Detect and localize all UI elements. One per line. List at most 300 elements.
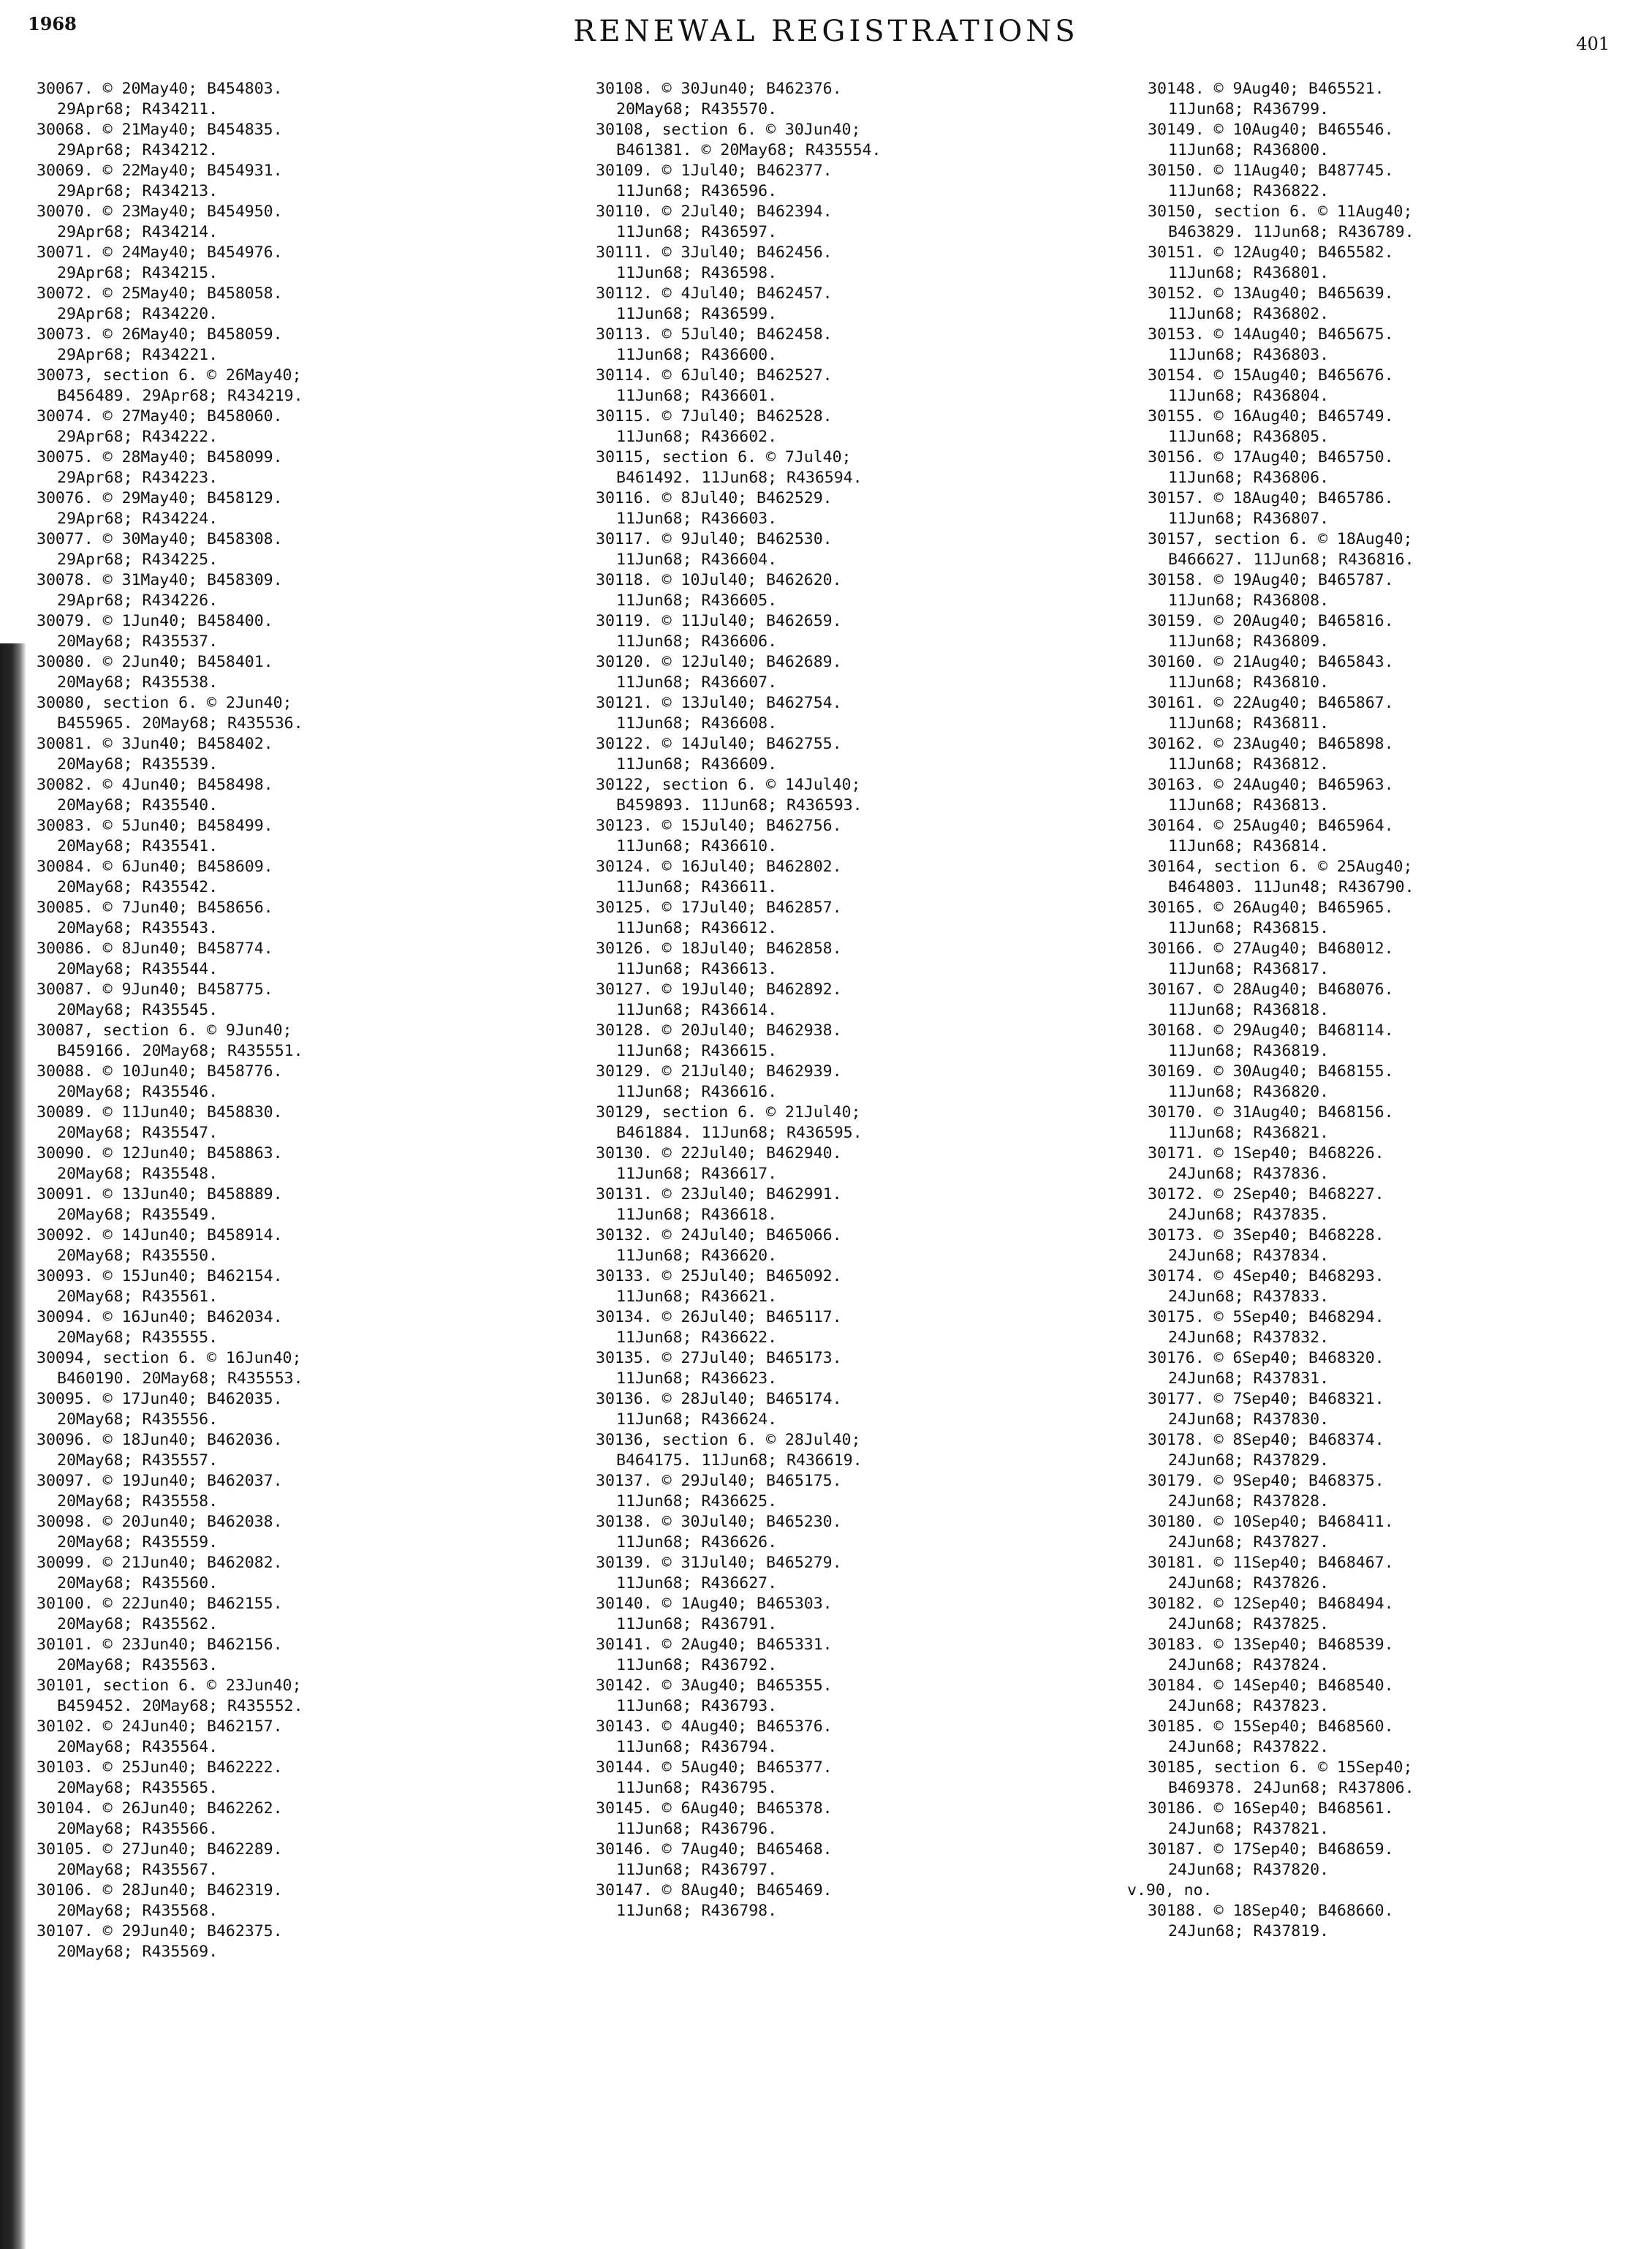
entry-number-line: 30162. © 23Aug40; B465898. bbox=[1148, 735, 1394, 753]
registration-entry bbox=[37, 652, 548, 693]
entry-number-line: 30092. © 14Jun40; B458914. bbox=[37, 1226, 283, 1244]
entry-number-line: 30177. © 7Sep40; B468321. bbox=[1148, 1390, 1384, 1408]
entry-continuation-line: B456489. 29Apr68; R434219. bbox=[57, 387, 303, 405]
entry-continuation-line: 11Jun68; R436812. bbox=[1168, 755, 1330, 774]
entry-continuation-line: 11Jun68; R436818. bbox=[1168, 1001, 1330, 1019]
registration-entry bbox=[1148, 611, 1652, 652]
entry-continuation-line: 11Jun68; R436793. bbox=[616, 1697, 778, 1715]
entry-continuation-line: 24Jun68; R437823. bbox=[1168, 1697, 1330, 1715]
entry-continuation-line: 11Jun68; R436794. bbox=[616, 1738, 778, 1756]
entry-continuation-line: 24Jun68; R437822. bbox=[1168, 1738, 1330, 1756]
registration-entry bbox=[596, 816, 1107, 857]
entry-number-line: 30150. © 11Aug40; B487745. bbox=[1148, 162, 1394, 180]
registration-entry bbox=[1148, 1184, 1652, 1225]
entry-continuation-line: 11Jun68; R436791. bbox=[616, 1615, 778, 1633]
entry-number-line: 30182. © 12Sep40; B468494. bbox=[1148, 1595, 1394, 1613]
entry-continuation-line: 29Apr68; R434223. bbox=[57, 469, 219, 487]
entry-number-line: 30080, section 6. © 2Jun40; bbox=[37, 694, 292, 712]
registration-entry bbox=[1148, 1225, 1652, 1266]
entry-number-line: 30084. © 6Jun40; B458609. bbox=[37, 858, 273, 876]
entry-number-line: 30073, section 6. © 26May40; bbox=[37, 366, 302, 385]
entry-number-line: 30085. © 7Jun40; B458656. bbox=[37, 899, 273, 917]
entry-number-line: 30139. © 31Jul40; B465279. bbox=[596, 1554, 842, 1572]
entry-number-line: 30173. © 3Sep40; B468228. bbox=[1148, 1226, 1384, 1244]
entry-continuation-line: 11Jun68; R436609. bbox=[616, 755, 778, 774]
entry-continuation-line: 11Jun68; R436809. bbox=[1168, 632, 1330, 651]
entry-continuation-line: 11Jun68; R436617. bbox=[616, 1165, 778, 1183]
entry-number-line: 30171. © 1Sep40; B468226. bbox=[1148, 1144, 1384, 1163]
registration-entry bbox=[37, 1389, 548, 1430]
registration-entry bbox=[596, 1430, 1107, 1471]
entry-continuation-line: 20May68; R435565. bbox=[57, 1779, 219, 1797]
entry-number-line: 30180. © 10Sep40; B468411. bbox=[1148, 1513, 1394, 1531]
entry-continuation-line: 11Jun68; R436802. bbox=[1168, 305, 1330, 323]
entry-continuation-line: 11Jun68; R436616. bbox=[616, 1083, 778, 1101]
entry-number-line: 30135. © 27Jul40; B465173. bbox=[596, 1349, 842, 1367]
entry-number-line: 30089. © 11Jun40; B458830. bbox=[37, 1103, 283, 1122]
entry-number-line: 30147. © 8Aug40; B465469. bbox=[596, 1881, 833, 1900]
entry-number-line: 30129. © 21Jul40; B462939. bbox=[596, 1062, 842, 1081]
registration-entry bbox=[596, 79, 1107, 120]
registration-entry bbox=[1148, 1144, 1652, 1184]
entry-number-line: 30129, section 6. © 21Jul40; bbox=[596, 1103, 861, 1122]
entry-continuation-line: 24Jun68; R437819. bbox=[1168, 1922, 1330, 1940]
entry-number-line: 30144. © 5Aug40; B465377. bbox=[596, 1758, 833, 1777]
entry-number-line: 30103. © 25Jun40; B462222. bbox=[37, 1758, 283, 1777]
registration-entry bbox=[596, 1144, 1107, 1184]
registration-entry bbox=[37, 898, 548, 939]
entry-continuation-line: 29Apr68; R434212. bbox=[57, 141, 219, 159]
registration-entry bbox=[1148, 898, 1652, 939]
entry-number-line: 30115, section 6. © 7Jul40; bbox=[596, 448, 852, 466]
entry-continuation-line: 11Jun68; R436601. bbox=[616, 387, 778, 405]
entry-continuation-line: 20May68; R435560. bbox=[57, 1574, 219, 1592]
entry-continuation-line: B461492. 11Jun68; R436594. bbox=[616, 469, 863, 487]
entry-continuation-line: 20May68; R435561. bbox=[57, 1288, 219, 1306]
entry-continuation-line: 20May68; R435543. bbox=[57, 919, 219, 937]
entry-continuation-line: B461381. © 20May68; R435554. bbox=[616, 141, 882, 159]
entry-number-line: 30097. © 19Jun40; B462037. bbox=[37, 1472, 283, 1490]
entry-number-line: 30159. © 20Aug40; B465816. bbox=[1148, 612, 1394, 630]
entry-continuation-line: 11Jun68; R436602. bbox=[616, 428, 778, 446]
registration-entry bbox=[1148, 243, 1652, 284]
entry-continuation-line: B459893. 11Jun68; R436593. bbox=[616, 796, 863, 814]
entry-number-line: 30175. © 5Sep40; B468294. bbox=[1148, 1308, 1384, 1326]
registration-entry bbox=[37, 1430, 548, 1471]
registration-entry bbox=[1148, 447, 1652, 488]
entry-continuation-line: 20May68; R435559. bbox=[57, 1533, 219, 1551]
entry-continuation-line: 29Apr68; R434214. bbox=[57, 223, 219, 241]
registration-entry bbox=[37, 980, 548, 1021]
registration-entry bbox=[1148, 161, 1652, 202]
entry-continuation-line: 11Jun68; R436614. bbox=[616, 1001, 778, 1019]
registration-entry bbox=[596, 1512, 1107, 1553]
registration-entry bbox=[596, 1471, 1107, 1512]
registration-entry bbox=[37, 1758, 548, 1799]
registration-entry bbox=[37, 1881, 548, 1921]
registration-entry bbox=[1148, 1021, 1652, 1062]
entry-number-line: 30185, section 6. © 15Sep40; bbox=[1148, 1758, 1413, 1777]
entry-continuation-line: 20May68; R435556. bbox=[57, 1410, 219, 1429]
entry-number-line: 30118. © 10Jul40; B462620. bbox=[596, 571, 842, 589]
registration-entry bbox=[596, 939, 1107, 980]
entry-continuation-line: 11Jun68; R436820. bbox=[1168, 1083, 1330, 1101]
entry-number-line: 30122. © 14Jul40; B462755. bbox=[596, 735, 842, 753]
registration-entry bbox=[596, 1348, 1107, 1389]
entry-continuation-line: 20May68; R435546. bbox=[57, 1083, 219, 1101]
entry-number-line: 30134. © 26Jul40; B465117. bbox=[596, 1308, 842, 1326]
registration-entry bbox=[596, 529, 1107, 570]
entry-number-line: 30181. © 11Sep40; B468467. bbox=[1148, 1554, 1394, 1572]
entry-number-line: 30167. © 28Aug40; B468076. bbox=[1148, 980, 1394, 999]
entry-continuation-line: 11Jun68; R436598. bbox=[616, 264, 778, 282]
entry-continuation-line: 11Jun68; R436801. bbox=[1168, 264, 1330, 282]
entry-continuation-line: 11Jun68; R436792. bbox=[616, 1656, 778, 1674]
entry-number-line: 30081. © 3Jun40; B458402. bbox=[37, 735, 273, 753]
entry-continuation-line: B466627. 11Jun68; R436816. bbox=[1168, 551, 1414, 569]
entry-continuation-line: 24Jun68; R437825. bbox=[1168, 1615, 1330, 1633]
entry-continuation-line: 24Jun68; R437820. bbox=[1168, 1861, 1330, 1879]
entry-continuation-line: 11Jun68; R436610. bbox=[616, 837, 778, 855]
entry-number-line: 30150, section 6. © 11Aug40; bbox=[1148, 203, 1413, 221]
entry-number-line: 30161. © 22Aug40; B465867. bbox=[1148, 694, 1394, 712]
entry-number-line: 30117. © 9Jul40; B462530. bbox=[596, 530, 833, 548]
entry-number-line: 30087. © 9Jun40; B458775. bbox=[37, 980, 273, 999]
registration-entry bbox=[1148, 734, 1652, 775]
registration-entry bbox=[596, 1717, 1107, 1758]
entry-continuation-line: 29Apr68; R434220. bbox=[57, 305, 219, 323]
registration-entry bbox=[1148, 1430, 1652, 1471]
entry-continuation-line: 20May68; R435548. bbox=[57, 1165, 219, 1183]
entry-number-line: 30098. © 20Jun40; B462038. bbox=[37, 1513, 283, 1531]
entry-number-line: 30079. © 1Jun40; B458400. bbox=[37, 612, 273, 630]
entry-number-line: 30151. © 12Aug40; B465582. bbox=[1148, 243, 1394, 262]
registration-entry bbox=[596, 1553, 1107, 1594]
registration-entry bbox=[1148, 202, 1652, 243]
entry-continuation-line: B464803. 11Jun48; R436790. bbox=[1168, 878, 1414, 896]
registration-entry bbox=[37, 1184, 548, 1225]
registration-entry bbox=[37, 1635, 548, 1676]
entry-number-line: 30110. © 2Jul40; B462394. bbox=[596, 203, 833, 221]
registration-entry bbox=[1148, 407, 1652, 447]
entry-continuation-line: 24Jun68; R437836. bbox=[1168, 1165, 1330, 1183]
entry-continuation-line: 24Jun68; R437828. bbox=[1168, 1492, 1330, 1511]
registration-entry bbox=[596, 1676, 1107, 1717]
entry-continuation-line: 11Jun68; R436796. bbox=[616, 1820, 778, 1838]
entry-number-line: 30155. © 16Aug40; B465749. bbox=[1148, 407, 1394, 426]
registration-entry bbox=[596, 1594, 1107, 1635]
entry-continuation-line: B460190. 20May68; R435553. bbox=[57, 1369, 303, 1388]
entry-continuation-line: 11Jun68; R436813. bbox=[1168, 796, 1330, 814]
entry-continuation-line: B464175. 11Jun68; R436619. bbox=[616, 1451, 863, 1470]
entry-continuation-line: 20May68; R435557. bbox=[57, 1451, 219, 1470]
entry-continuation-line: 24Jun68; R437834. bbox=[1168, 1247, 1330, 1265]
registration-entry bbox=[596, 1103, 1107, 1144]
entry-continuation-line: 11Jun68; R436621. bbox=[616, 1288, 778, 1306]
entry-number-line: 30077. © 30May40; B458308. bbox=[37, 530, 283, 548]
registration-entry bbox=[596, 1307, 1107, 1348]
entry-number-line: 30106. © 28Jun40; B462319. bbox=[37, 1881, 283, 1900]
entry-number-line: 30179. © 9Sep40; B468375. bbox=[1148, 1472, 1384, 1490]
entry-continuation-line: 11Jun68; R436618. bbox=[616, 1206, 778, 1224]
entry-continuation-line: 11Jun68; R436808. bbox=[1168, 591, 1330, 610]
entry-number-line: 30157, section 6. © 18Aug40; bbox=[1148, 530, 1413, 548]
registration-entry bbox=[596, 857, 1107, 898]
entry-number-line: 30188. © 18Sep40; B468660. bbox=[1148, 1902, 1394, 1920]
entry-number-line: 30071. © 24May40; B454976. bbox=[37, 243, 283, 262]
entry-number-line: 30080. © 2Jun40; B458401. bbox=[37, 653, 273, 671]
entry-continuation-line: 11Jun68; R436815. bbox=[1168, 919, 1330, 937]
registration-entry bbox=[37, 120, 548, 161]
entry-number-line: 30136. © 28Jul40; B465174. bbox=[596, 1390, 842, 1408]
entry-number-line: 30185. © 15Sep40; B468560. bbox=[1148, 1717, 1394, 1736]
entry-number-line: 30126. © 18Jul40; B462858. bbox=[596, 940, 842, 958]
registration-entry bbox=[37, 1799, 548, 1840]
entry-number-line: 30073. © 26May40; B458059. bbox=[37, 325, 283, 344]
entry-number-line: 30156. © 17Aug40; B465750. bbox=[1148, 448, 1394, 466]
entry-continuation-line: 20May68; R435567. bbox=[57, 1861, 219, 1879]
entry-continuation-line: 29Apr68; R434225. bbox=[57, 551, 219, 569]
entry-number-line: 30154. © 15Aug40; B465676. bbox=[1148, 366, 1394, 385]
entry-number-line: 30087, section 6. © 9Jun40; bbox=[37, 1021, 292, 1040]
entry-number-line: 30178. © 8Sep40; B468374. bbox=[1148, 1431, 1384, 1449]
registration-entry bbox=[37, 734, 548, 775]
entry-number-line: 30083. © 5Jun40; B458499. bbox=[37, 817, 273, 835]
registration-entry bbox=[37, 611, 548, 652]
registration-entry bbox=[37, 366, 548, 407]
entry-continuation-line: 11Jun68; R436600. bbox=[616, 346, 778, 364]
entry-number-line: 30078. © 31May40; B458309. bbox=[37, 571, 283, 589]
entry-continuation-line: 11Jun68; R436615. bbox=[616, 1042, 778, 1060]
entry-number-line: 30105. © 27Jun40; B462289. bbox=[37, 1840, 283, 1859]
entry-number-line: 30127. © 19Jul40; B462892. bbox=[596, 980, 842, 999]
registration-entry bbox=[1148, 120, 1652, 161]
entry-continuation-line: 11Jun68; R436819. bbox=[1168, 1042, 1330, 1060]
entry-continuation-line: 29Apr68; R434211. bbox=[57, 100, 219, 118]
registration-entry bbox=[1148, 1676, 1652, 1717]
entry-number-line: 30153. © 14Aug40; B465675. bbox=[1148, 325, 1394, 344]
entry-number-line: 30116. © 8Jul40; B462529. bbox=[596, 489, 833, 507]
entry-number-line: 30101, section 6. © 23Jun40; bbox=[37, 1677, 302, 1695]
registration-entry bbox=[37, 1676, 548, 1717]
entry-continuation-line: 20May68; R435544. bbox=[57, 960, 219, 978]
entry-number-line: 30076. © 29May40; B458129. bbox=[37, 489, 283, 507]
registration-entry bbox=[37, 407, 548, 447]
entry-continuation-line: 20May68; R435542. bbox=[57, 878, 219, 896]
entry-continuation-line: B459452. 20May68; R435552. bbox=[57, 1697, 303, 1715]
entry-continuation-line: 24Jun68; R437830. bbox=[1168, 1410, 1330, 1429]
entry-continuation-line: 20May68; R435537. bbox=[57, 632, 219, 651]
entry-number-line: 30119. © 11Jul40; B462659. bbox=[596, 612, 842, 630]
registration-entry bbox=[596, 734, 1107, 775]
registration-entry bbox=[596, 1840, 1107, 1881]
entry-number-line: 30069. © 22May40; B454931. bbox=[37, 162, 283, 180]
entry-continuation-line: 24Jun68; R437821. bbox=[1168, 1820, 1330, 1838]
entry-continuation-line: 20May68; R435539. bbox=[57, 755, 219, 774]
registration-entry bbox=[37, 775, 548, 816]
entry-number-line: 30128. © 20Jul40; B462938. bbox=[596, 1021, 842, 1040]
entry-number-line: 30164. © 25Aug40; B465964. bbox=[1148, 817, 1394, 835]
entry-number-line: 30174. © 4Sep40; B468293. bbox=[1148, 1267, 1384, 1285]
entry-number-line: 30075. © 28May40; B458099. bbox=[37, 448, 283, 466]
entry-number-line: 30088. © 10Jun40; B458776. bbox=[37, 1062, 283, 1081]
registration-entry bbox=[37, 693, 548, 734]
registration-entry bbox=[37, 325, 548, 366]
registration-entry bbox=[37, 79, 548, 120]
entry-continuation-line: 20May68; R435566. bbox=[57, 1820, 219, 1838]
registration-entry bbox=[1148, 1635, 1652, 1676]
entry-number-line: 30152. © 13Aug40; B465639. bbox=[1148, 284, 1394, 303]
entry-continuation-line: 20May68; R435569. bbox=[57, 1943, 219, 1961]
entry-number-line: 30133. © 25Jul40; B465092. bbox=[596, 1267, 842, 1285]
registration-entry bbox=[596, 652, 1107, 693]
registration-entry bbox=[596, 898, 1107, 939]
registration-entry bbox=[596, 120, 1107, 161]
entry-number-line: 30172. © 2Sep40; B468227. bbox=[1148, 1185, 1384, 1203]
registration-entry bbox=[1148, 939, 1652, 980]
registration-entry bbox=[37, 939, 548, 980]
entry-continuation-line: 11Jun68; R436798. bbox=[616, 1902, 778, 1920]
entry-continuation-line: 11Jun68; R436596. bbox=[616, 182, 778, 200]
entry-continuation-line: 29Apr68; R434221. bbox=[57, 346, 219, 364]
entry-number-line: 30160. © 21Aug40; B465843. bbox=[1148, 653, 1394, 671]
registration-entry bbox=[1148, 529, 1652, 570]
entry-continuation-line: 11Jun68; R436597. bbox=[616, 223, 778, 241]
entry-number-line: 30090. © 12Jun40; B458863. bbox=[37, 1144, 283, 1163]
registration-entry bbox=[596, 1635, 1107, 1676]
registration-entry bbox=[596, 1184, 1107, 1225]
entry-continuation-line: 24Jun68; R437829. bbox=[1168, 1451, 1330, 1470]
registration-entry bbox=[1148, 1471, 1652, 1512]
entry-continuation-line: 29Apr68; R434224. bbox=[57, 510, 219, 528]
entry-continuation-line: 29Apr68; R434222. bbox=[57, 428, 219, 446]
column-3 bbox=[1127, 79, 1652, 1942]
entry-continuation-line: 24Jun68; R437824. bbox=[1168, 1656, 1330, 1674]
entry-continuation-line: 20May68; R435555. bbox=[57, 1328, 219, 1347]
entry-number-line: 30091. © 13Jun40; B458889. bbox=[37, 1185, 283, 1203]
entry-number-line: 30131. © 23Jul40; B462991. bbox=[596, 1185, 842, 1203]
entry-number-line: 30187. © 17Sep40; B468659. bbox=[1148, 1840, 1394, 1859]
entry-continuation-line: 11Jun68; R436811. bbox=[1168, 714, 1330, 733]
entry-continuation-line: B463829. 11Jun68; R436789. bbox=[1168, 223, 1414, 241]
registration-entry bbox=[37, 529, 548, 570]
entry-continuation-line: 11Jun68; R436627. bbox=[616, 1574, 778, 1592]
entry-number-line: 30082. © 4Jun40; B458498. bbox=[37, 776, 273, 794]
registration-entry bbox=[1148, 1840, 1652, 1881]
registration-entry bbox=[1148, 1553, 1652, 1594]
registration-entry bbox=[1148, 652, 1652, 693]
entry-continuation-line: B461884. 11Jun68; R436595. bbox=[616, 1124, 863, 1142]
registration-entry bbox=[596, 570, 1107, 611]
entry-number-line: 30132. © 24Jul40; B465066. bbox=[596, 1226, 842, 1244]
registration-entry bbox=[1148, 1758, 1652, 1799]
registration-entry bbox=[1148, 1901, 1652, 1942]
entry-continuation-line: 11Jun68; R436608. bbox=[616, 714, 778, 733]
registration-entry bbox=[596, 1799, 1107, 1840]
registration-entry bbox=[596, 161, 1107, 202]
volume-note: v.90, no. bbox=[1127, 1881, 1213, 1900]
entry-number-line: 30176. © 6Sep40; B468320. bbox=[1148, 1349, 1384, 1367]
registration-entry bbox=[1148, 325, 1652, 366]
registration-entry bbox=[37, 161, 548, 202]
registration-entry bbox=[37, 1266, 548, 1307]
entry-number-line: 30183. © 13Sep40; B468539. bbox=[1148, 1636, 1394, 1654]
entry-continuation-line: 29Apr68; R434213. bbox=[57, 182, 219, 200]
entry-number-line: 30121. © 13Jul40; B462754. bbox=[596, 694, 842, 712]
entry-continuation-line: 20May68; R435568. bbox=[57, 1902, 219, 1920]
registration-entry bbox=[37, 1307, 548, 1348]
entry-number-line: 30067. © 20May40; B454803. bbox=[37, 80, 283, 98]
entry-continuation-line: 11Jun68; R436623. bbox=[616, 1369, 778, 1388]
entry-number-line: 30074. © 27May40; B458060. bbox=[37, 407, 283, 426]
entry-continuation-line: B469378. 24Jun68; R437806. bbox=[1168, 1779, 1414, 1797]
entry-continuation-line: 11Jun68; R436799. bbox=[1168, 100, 1330, 118]
entry-number-line: 30145. © 6Aug40; B465378. bbox=[596, 1799, 833, 1818]
registration-entry bbox=[1148, 366, 1652, 407]
registration-entry bbox=[1148, 284, 1652, 325]
entry-continuation-line: 24Jun68; R437826. bbox=[1168, 1574, 1330, 1592]
entry-number-line: 30109. © 1Jul40; B462377. bbox=[596, 162, 833, 180]
registration-entry bbox=[596, 447, 1107, 488]
registration-entry bbox=[37, 1348, 548, 1389]
entry-number-line: 30165. © 26Aug40; B465965. bbox=[1148, 899, 1394, 917]
entry-number-line: 30140. © 1Aug40; B465303. bbox=[596, 1595, 833, 1613]
entry-continuation-line: 24Jun68; R437827. bbox=[1168, 1533, 1330, 1551]
entry-continuation-line: 11Jun68; R436626. bbox=[616, 1533, 778, 1551]
entry-number-line: 30168. © 29Aug40; B468114. bbox=[1148, 1021, 1394, 1040]
entry-continuation-line: 11Jun68; R436603. bbox=[616, 510, 778, 528]
registration-entry bbox=[596, 1389, 1107, 1430]
entry-number-line: 30115. © 7Jul40; B462528. bbox=[596, 407, 833, 426]
entry-continuation-line: 20May68; R435564. bbox=[57, 1738, 219, 1756]
entry-number-line: 30104. © 26Jun40; B462262. bbox=[37, 1799, 283, 1818]
entry-continuation-line: 11Jun68; R436810. bbox=[1168, 673, 1330, 692]
registration-entry bbox=[596, 488, 1107, 529]
entry-continuation-line: 20May68; R435558. bbox=[57, 1492, 219, 1511]
entry-number-line: 30123. © 15Jul40; B462756. bbox=[596, 817, 842, 835]
registration-entry bbox=[37, 816, 548, 857]
entry-number-line: 30107. © 29Jun40; B462375. bbox=[37, 1922, 283, 1940]
registration-entry bbox=[37, 1103, 548, 1144]
entry-continuation-line: 11Jun68; R436817. bbox=[1168, 960, 1330, 978]
registration-entry bbox=[596, 243, 1107, 284]
entry-continuation-line: 11Jun68; R436620. bbox=[616, 1247, 778, 1265]
entry-number-line: 30149. © 10Aug40; B465546. bbox=[1148, 121, 1394, 139]
registration-entry bbox=[1148, 79, 1652, 120]
entry-continuation-line: B455965. 20May68; R435536. bbox=[57, 714, 303, 733]
registration-entry bbox=[37, 488, 548, 529]
entry-continuation-line: 11Jun68; R436624. bbox=[616, 1410, 778, 1429]
page-number: 401 bbox=[1576, 34, 1610, 54]
registration-entry bbox=[596, 1758, 1107, 1799]
entry-number-line: 30093. © 15Jun40; B462154. bbox=[37, 1267, 283, 1285]
entry-continuation-line: 11Jun68; R436797. bbox=[616, 1861, 778, 1879]
entry-number-line: 30143. © 4Aug40; B465376. bbox=[596, 1717, 833, 1736]
column-2 bbox=[596, 79, 1107, 1921]
entry-number-line: 30111. © 3Jul40; B462456. bbox=[596, 243, 833, 262]
registration-entry bbox=[1148, 816, 1652, 857]
registration-entry bbox=[1148, 1799, 1652, 1840]
entry-number-line: 30108. © 30Jun40; B462376. bbox=[596, 80, 842, 98]
registration-entry bbox=[37, 570, 548, 611]
registration-entry bbox=[596, 775, 1107, 816]
entry-continuation-line: 11Jun68; R436805. bbox=[1168, 428, 1330, 446]
registration-entry bbox=[37, 1594, 548, 1635]
registration-entry bbox=[1148, 1717, 1652, 1758]
column-1 bbox=[37, 79, 548, 1962]
entry-number-line: 30169. © 30Aug40; B468155. bbox=[1148, 1062, 1394, 1081]
entry-number-line: 30170. © 31Aug40; B468156. bbox=[1148, 1103, 1394, 1122]
